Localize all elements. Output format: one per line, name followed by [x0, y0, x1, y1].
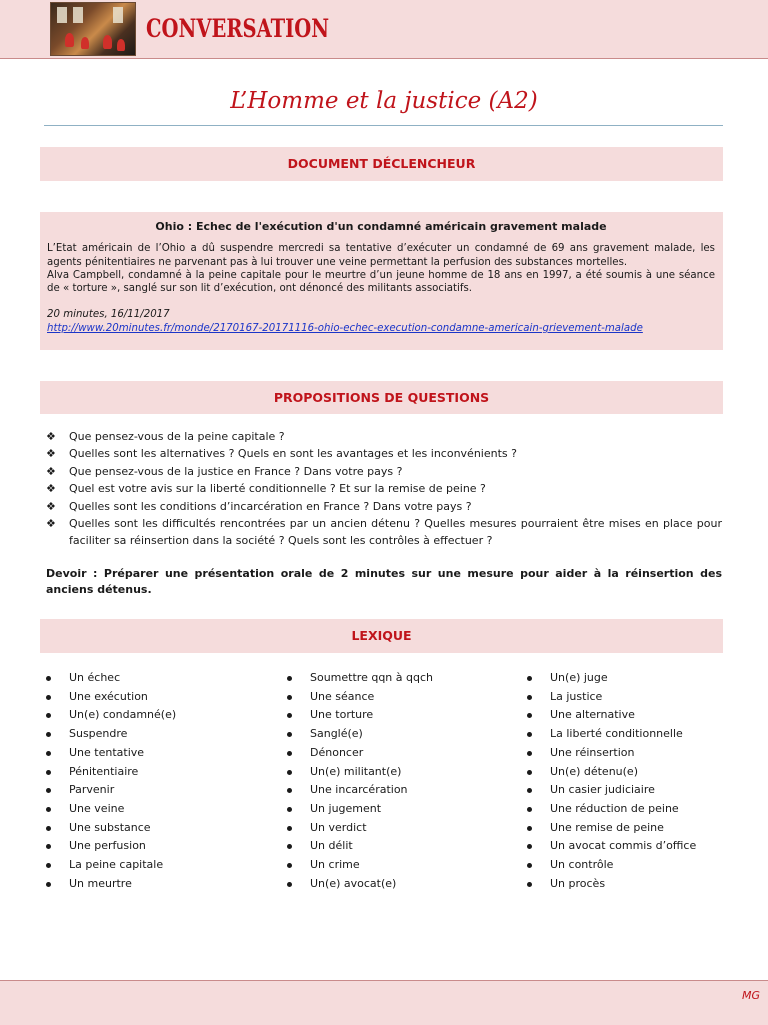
devoir-text: Devoir : Préparer une présentation orale de 2 minutes sur une mesure pour aider à la réinsertion des anciens détenus.	[46, 567, 722, 596]
footer-band	[0, 980, 768, 1025]
list-item: ❖ Quelles sont les alternatives ? Quels en sont les avantages et les inconvénients ?	[46, 445, 722, 462]
lexique-column-1	[46, 669, 176, 893]
page-title: L’Homme et la justice (A2)	[230, 88, 538, 114]
list-item: ❖ Que pensez-vous de la peine capitale ?	[46, 428, 722, 445]
round-bullet-icon	[527, 788, 532, 793]
round-bullet-icon	[527, 863, 532, 868]
round-bullet-icon	[527, 751, 532, 756]
list-item: Un échec	[46, 669, 176, 688]
list-item: Un casier judiciaire	[527, 781, 696, 800]
list-item: ❖ Quelles sont les conditions d’incarcération en France ? Dans votre pays ?	[46, 498, 722, 515]
article-headline: Ohio : Echec de l'exécution d'un condamné américain gravement malade	[155, 220, 607, 233]
diamond-bullet-icon: ❖	[46, 499, 56, 513]
list-item: Un délit	[287, 837, 433, 856]
list-item: Un(e) avocat(e)	[287, 875, 433, 894]
list-item: Dénoncer	[287, 744, 433, 763]
list-item: Soumettre qqn à qqch	[287, 669, 433, 688]
article-paragraph-1: L’Etat américain de l’Ohio a dû suspendre mercredi sa tentative d’exécuter un condamné de 69 ans gravement malade, les agents pénitentiaires ne parvenant pas à lui trouver une veine permettant la perfusion des substances mortelles.	[47, 243, 715, 268]
round-bullet-icon	[287, 713, 292, 718]
round-bullet-icon	[287, 788, 292, 793]
round-bullet-icon	[527, 732, 532, 737]
round-bullet-icon	[527, 713, 532, 718]
list-item: Une séance	[287, 688, 433, 707]
round-bullet-icon	[527, 826, 532, 831]
round-bullet-icon	[287, 826, 292, 831]
list-item: Un(e) militant(e)	[287, 763, 433, 782]
list-item: Un(e) détenu(e)	[527, 763, 696, 782]
list-item: Pénitentiaire	[46, 763, 176, 782]
round-bullet-icon	[46, 713, 51, 718]
article-source: 20 minutes, 16/11/2017	[47, 309, 170, 321]
diamond-bullet-icon: ❖	[46, 464, 56, 478]
round-bullet-icon	[46, 751, 51, 756]
list-item: Sanglé(e)	[287, 725, 433, 744]
list-item: Un(e) condamné(e)	[46, 706, 176, 725]
round-bullet-icon	[287, 695, 292, 700]
round-bullet-icon	[287, 844, 292, 849]
round-bullet-icon	[46, 863, 51, 868]
list-item: La justice	[527, 688, 696, 707]
round-bullet-icon	[46, 826, 51, 831]
lexique-column-3	[527, 669, 696, 893]
list-item: Une torture	[287, 706, 433, 725]
list-item: Un contrôle	[527, 856, 696, 875]
round-bullet-icon	[527, 807, 532, 812]
list-item: Parvenir	[46, 781, 176, 800]
section-document-heading: DOCUMENT DÉCLENCHEUR	[40, 147, 723, 181]
list-item: Un crime	[287, 856, 433, 875]
list-item: La liberté conditionnelle	[527, 725, 696, 744]
round-bullet-icon	[287, 676, 292, 681]
list-item: Une remise de peine	[527, 819, 696, 838]
round-bullet-icon	[46, 770, 51, 775]
round-bullet-icon	[527, 770, 532, 775]
list-item: Une réduction de peine	[527, 800, 696, 819]
diamond-bullet-icon: ❖	[46, 447, 56, 461]
lexique-column-2	[287, 669, 433, 893]
header-title: CONVERSATION	[146, 14, 330, 43]
header-photo	[50, 2, 136, 56]
question-list	[46, 428, 722, 550]
round-bullet-icon	[527, 844, 532, 849]
section-questions-heading: PROPOSITIONS DE QUESTIONS	[40, 381, 723, 414]
list-item: Un procès	[527, 875, 696, 894]
article-paragraph-2: Alva Campbell, condamné à la peine capitale pour le meurtre d’un jeune homme de 18 ans en 1997, a été soumis à une séance de « torture », sanglé sur son lit d’exécution, ont dénoncé des militants associatifs.	[47, 269, 715, 295]
round-bullet-icon	[527, 882, 532, 887]
list-item: Un meurtre	[46, 875, 176, 894]
round-bullet-icon	[46, 676, 51, 681]
list-item: Une incarcération	[287, 781, 433, 800]
list-item: Un(e) juge	[527, 669, 696, 688]
round-bullet-icon	[527, 695, 532, 700]
article-box	[40, 212, 723, 350]
list-item: Une substance	[46, 819, 176, 838]
list-item: Une alternative	[527, 706, 696, 725]
round-bullet-icon	[46, 807, 51, 812]
diamond-bullet-icon: ❖	[46, 430, 56, 443]
round-bullet-icon	[46, 788, 51, 793]
diamond-bullet-icon: ❖	[46, 517, 56, 531]
header-band	[0, 0, 768, 59]
list-item: Suspendre	[46, 725, 176, 744]
list-item: Une exécution	[46, 688, 176, 707]
list-item: La peine capitale	[46, 856, 176, 875]
article-link[interactable]: http://www.20minutes.fr/monde/2170167-20171116-ohio-echec-execution-condamne-americain-grievement-malade	[47, 322, 643, 334]
list-item: Une réinsertion	[527, 744, 696, 763]
round-bullet-icon	[287, 732, 292, 737]
list-item: Une veine	[46, 800, 176, 819]
round-bullet-icon	[287, 770, 292, 775]
diamond-bullet-icon: ❖	[46, 482, 56, 496]
list-item: ❖ Quelles sont les difficultés rencontrées par un ancien détenu ? Quelles mesures pourraient être mises en place pour faciliter sa réinsertion dans la société ? Quels sont les contrôles à effectuer ?	[46, 517, 722, 548]
list-item: Un avocat commis d’office	[527, 837, 696, 856]
list-item: ❖ Quel est votre avis sur la liberté conditionnelle ? Et sur la remise de peine ?	[46, 480, 722, 497]
list-item: Un verdict	[287, 819, 433, 838]
round-bullet-icon	[46, 844, 51, 849]
title-divider	[44, 125, 723, 126]
round-bullet-icon	[287, 882, 292, 887]
round-bullet-icon	[46, 732, 51, 737]
round-bullet-icon	[46, 882, 51, 887]
round-bullet-icon	[527, 676, 532, 681]
section-lexique-heading: LEXIQUE	[40, 619, 723, 653]
list-item: Une tentative	[46, 744, 176, 763]
round-bullet-icon	[287, 807, 292, 812]
round-bullet-icon	[287, 751, 292, 756]
list-item: ❖ Que pensez-vous de la justice en France ? Dans votre pays ?	[46, 463, 722, 480]
footer-initials: MG	[741, 989, 760, 1002]
list-item: Un jugement	[287, 800, 433, 819]
list-item: Une perfusion	[46, 837, 176, 856]
round-bullet-icon	[46, 695, 51, 700]
round-bullet-icon	[287, 863, 292, 868]
